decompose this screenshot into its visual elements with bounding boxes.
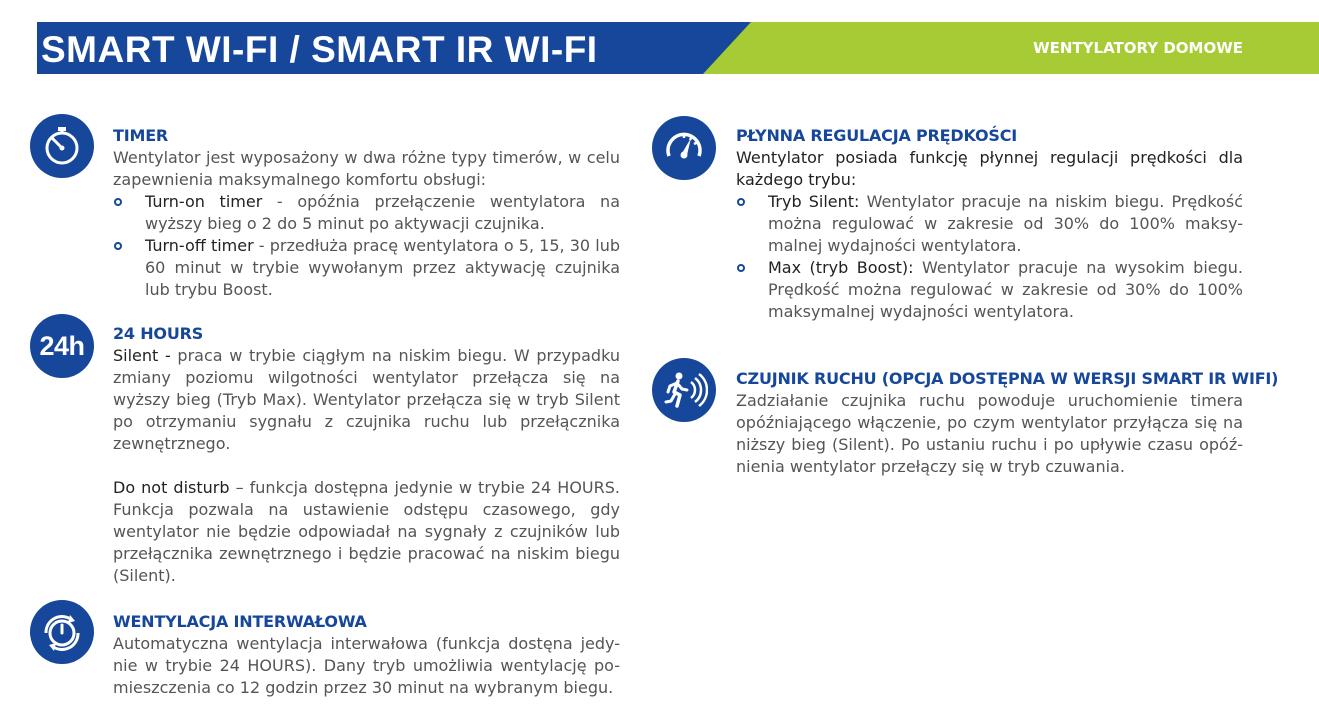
list-item: Max (tryb Boost): Wentylator pracuje na wysokim biegu. Prędkość można regulować w zakresie od 30% do 100% maksymalnej wydajności wentylatora.	[736, 257, 1243, 323]
interval-text: Automatyczna wentylacja interwałowa (funkcja dostęna jedy-nie w trybie 24 HOURS). Dany tryb umożliwia wentylację po-mieszczenia co 12 godzin przez 30 minut na wybranym biegu.	[113, 634, 620, 697]
interval-section	[113, 611, 620, 699]
list-item: Tryb Silent: Wentylator pracuje na niskim biegu. Prędkość można regulować w zakresie od 30% do 100% maksy-malnej wydajności wentylatora.	[736, 191, 1243, 257]
motion-sensor-icon	[652, 358, 716, 422]
bullet-icon	[737, 264, 745, 272]
bullet-icon	[114, 242, 122, 250]
speed-intro: Wentylator posiada funkcję płynnej regulacji prędkości dla każdego trybu:	[736, 148, 1243, 189]
24-hours-section	[113, 323, 620, 587]
interval-title: WENTYLACJA INTERWAŁOWA	[113, 612, 367, 631]
timer-section	[113, 125, 620, 301]
speedometer-icon	[652, 116, 716, 180]
category-tag: WENTYLATORY DOMOWE	[1033, 39, 1243, 57]
interval-timer-icon	[30, 600, 94, 664]
stopwatch-icon	[30, 114, 94, 178]
do-not-disturb-paragraph: Do not disturb – funkcja dostępna jedynie w trybie 24 HOURS. Funkcja pozwala na ustawienie odstępu czasowego, gdy wentylator nie będzie odpowiadał na sygnały z czujników lub przełącznika zewnętrznego i będzie pracować na niskim biegu (Silent).	[113, 478, 620, 585]
silent-paragraph: Silent - praca w trybie ciągłym na niskim biegu. W przypadku zmiany poziomu wilgotności wentylator przełącza się na wyższy bieg (Tryb Max). Wentylator przełącza się w tryb Silent po otrzymaniu sygnału z czujnika ruchu lub przełącznika zewnętrznego.	[113, 346, 620, 453]
timer-list	[113, 191, 620, 301]
list-item: Turn-off timer - przedłuża pracę wentylatora o 5, 15, 30 lub 60 minut w trybie wywołanym przez aktywację czujnika lub trybu Boost.	[113, 235, 620, 301]
bullet-icon	[114, 198, 122, 206]
speed-list	[736, 191, 1243, 323]
motion-sensor-section	[736, 368, 1279, 478]
24h-icon: 24h	[30, 314, 94, 378]
page-title: SMART WI-FI / SMART IR WI-FI	[41, 29, 598, 70]
24-hours-title: 24 HOURS	[113, 324, 204, 343]
speed-section	[736, 125, 1243, 323]
speed-title: PŁYNNA REGULACJA PRĘDKOŚCI	[736, 126, 1017, 145]
bullet-icon	[737, 198, 745, 206]
list-item: Turn-on timer - opóźnia przełączenie wentylatora na wyższy bieg o 2 do 5 minut po aktywacji czujnika.	[113, 191, 620, 235]
timer-title: TIMER	[113, 126, 169, 145]
motion-sensor-title: CZUJNIK RUCHU (OPCJA DOSTĘPNA W WERSJI SMART IR WIFI)	[736, 369, 1279, 388]
timer-intro: Wentylator jest wyposażony w dwa różne typy timerów, w celu zapewnienia maksymalnego komfortu obsługi:	[113, 148, 620, 189]
motion-sensor-text: Zadziałanie czujnika ruchu powoduje uruchomienie timera opóźniającego włączenie, po czym wentylator przyłącza się na niższy bieg (Silent). Po ustaniu ruchu i po upływie czasu opóź-nienia wentylator przełączy się w tryb czuwania.	[736, 391, 1243, 476]
